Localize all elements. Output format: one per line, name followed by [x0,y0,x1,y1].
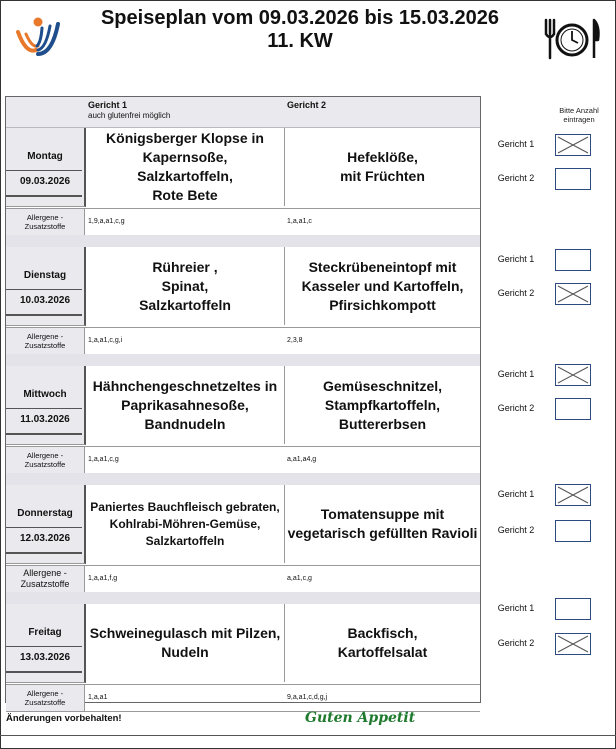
choice-freitag-gericht-1[interactable] [485,598,605,620]
day-cell [6,485,86,564]
allergy-row [6,446,480,474]
day-row-donnerstag [6,485,480,605]
dish-2: Steckrübeneintopf mit Kasseler und Kartoffeln, Pfirsichkompott [301,258,464,313]
clock-cutlery-icon [540,14,604,62]
dish-1: Schweinegulasch mit Pilzen, Nudeln [86,604,285,682]
greeting: Guten Appetit [305,710,416,726]
choice-montag-gericht-2[interactable] [485,168,605,190]
order-checkbox[interactable] [555,168,591,190]
allergens-dish-1: 1,a,a1,c,g,i [88,337,123,344]
choice-label: Gericht 1 [497,489,535,499]
day-row-dienstag [6,247,480,367]
dish-1: Königsberger Klopse in Kapernsoße, Salzkartoffeln, Rote Bete [86,128,285,206]
allergens-dish-2: a,a1,c,g [287,575,312,582]
allergens-dish-1: 1,9,a,a1,c,g [88,218,125,225]
order-checkbox[interactable] [555,364,591,386]
day-name: Montag [27,151,63,162]
allergens-dish-2: 9,a,a1,c,d,g,j [287,694,328,701]
row-separator [6,473,480,485]
day-name: Mittwoch [23,389,67,400]
header-gericht-1 [88,100,170,120]
header-gericht-2-label: Gericht 2 [287,100,327,110]
logo-icon [12,10,64,58]
allergy-row [6,208,480,236]
day-cell [6,366,86,445]
order-checkbox[interactable] [555,134,591,156]
row-separator [6,592,480,604]
header-gericht-1-note: auch glutenfrei möglich [88,111,171,120]
choice-mittwoch-gericht-1[interactable] [485,364,605,386]
day-name: Donnerstag [17,508,73,519]
choice-dienstag-gericht-2[interactable] [485,283,605,305]
allergens-dish-1: 1,a,a1,f,g [88,575,118,582]
day-date: 11.03.2026 [20,414,70,425]
choice-dienstag-gericht-1[interactable] [485,249,605,271]
day-date: 13.03.2026 [19,652,71,663]
choice-freitag-gericht-2[interactable] [485,633,605,655]
header-gericht-1-label: Gericht 1 [88,100,128,110]
page-title [80,7,520,53]
table-header [6,97,480,128]
day-date: 09.03.2026 [19,176,71,187]
order-checkbox[interactable] [555,249,591,271]
title-line-1: Speiseplan vom 09.03.2026 bis 15.03.2026 [100,7,500,29]
day-name: Freitag [28,627,62,638]
allergens-dish-2: 1,a,a1,c [287,218,312,225]
choice-label: Gericht 2 [497,403,535,413]
cross-mark-icon [556,284,590,304]
header-gericht-2 [287,100,326,110]
dish-1: Paniertes Bauchfleisch gebraten, Kohlrabi-Möhren-Gemüse, Salzkartoffeln [86,485,285,563]
cross-mark-icon [556,365,590,385]
choice-montag-gericht-1[interactable] [485,134,605,156]
day-cell [6,604,86,683]
anzahl-hint: Bitte Anzahl eintragen [559,106,599,124]
cross-mark-icon [556,485,590,505]
day-date: 12.03.2026 [19,533,71,544]
menu-table [5,96,481,707]
allergy-row [6,327,480,355]
bottom-divider [0,735,616,736]
choice-donnerstag-gericht-1[interactable] [485,484,605,506]
allergy-label: Allergene - Zusatzstoffe [6,328,85,354]
choice-label: Gericht 2 [497,288,535,298]
allergens-dish-1: 1,a,a1,c,g [88,456,119,463]
choice-label: Gericht 1 [497,369,535,379]
row-separator [6,235,480,247]
dish-1: Hähnchengeschnetzeltes in Paprikasahnesoße, Bandnudeln [86,366,285,444]
choice-label: Gericht 2 [497,638,535,648]
allergens-dish-2: 2,3,8 [287,337,303,344]
allergy-row [6,565,480,593]
dish-2: Hefeklöße, mit Früchten [340,149,425,184]
allergy-label: Allergene - Zusatzstoffe [6,566,85,592]
dish-1: Rühreier , Spinat, Salzkartoffeln [86,247,285,325]
order-checkbox[interactable] [555,520,591,542]
day-row-freitag [6,604,480,724]
dish-2: Gemüseschnitzel, Stampfkartoffeln, Buttererbsen [322,377,443,432]
choice-label: Gericht 1 [497,603,535,613]
day-date: 10.03.2026 [19,295,71,306]
dish-2: Backfisch, Kartoffelsalat [337,625,428,660]
order-checkbox[interactable] [555,283,591,305]
day-cell [6,247,86,326]
choice-label: Gericht 2 [497,525,535,535]
row-separator [6,354,480,366]
order-checkbox[interactable] [555,484,591,506]
order-checkbox[interactable] [555,633,591,655]
day-row-montag [6,128,480,248]
allergy-label: Allergene - Zusatzstoffe [6,685,85,711]
day-row-mittwoch [6,366,480,486]
order-checkbox[interactable] [555,398,591,420]
cross-mark-icon [556,135,590,155]
dish-2: Tomatensuppe mit vegetarisch gefüllten Ravioli [287,506,478,541]
order-checkbox[interactable] [555,598,591,620]
choice-mittwoch-gericht-2[interactable] [485,398,605,420]
choice-donnerstag-gericht-2[interactable] [485,520,605,542]
title-line-2: 11. KW [267,30,333,52]
choice-label: Gericht 2 [497,173,535,183]
allergy-label: Allergene - Zusatzstoffe [6,209,85,235]
changes-note: Änderungen vorbehalten! [6,713,122,724]
day-name: Dienstag [23,270,67,281]
allergens-dish-1: 1,a,a1 [88,694,108,701]
choice-label: Gericht 1 [497,139,535,149]
day-cell [6,128,86,207]
allergy-row [6,684,480,712]
cross-mark-icon [556,634,590,654]
choice-label: Gericht 1 [497,254,535,264]
allergy-label: Allergene - Zusatzstoffe [6,447,85,473]
allergens-dish-2: a,a1,a4,g [287,456,317,463]
